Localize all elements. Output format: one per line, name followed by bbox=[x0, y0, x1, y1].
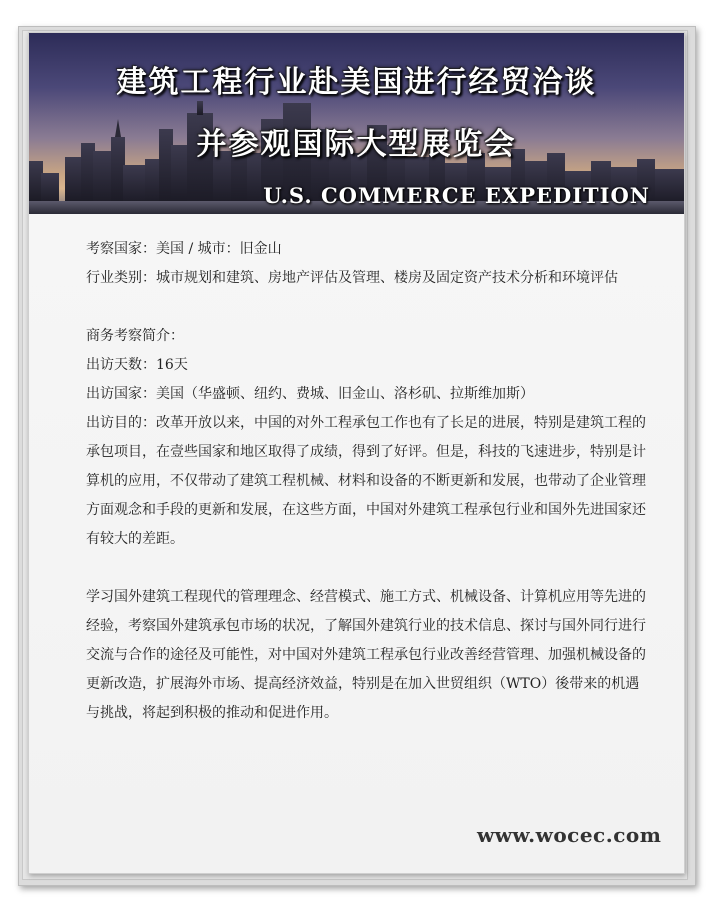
paragraph-gap bbox=[86, 554, 646, 583]
city-skyline-banner bbox=[29, 33, 684, 214]
document-sheet bbox=[28, 32, 685, 874]
visit-days-line: 出访天数：16天 bbox=[86, 357, 188, 373]
goals-paragraph: 学习国外建筑工程现代的管理理念、经营模式、施工方式、机械设备、计算机应用等先进的经验，考察国外建筑承包市场的状况，了解国外建筑行业的技术信息、探讨与国外同行进行交流与合作的途径及可能性，对中国对外建筑工程承包行业改善经营管理、加强机械设备的更新改造，扩展海外市场、提高经济效益，特别是在加入世贸组织（WTO）後带来的机遇与挑战，将起到积极的推动和促进作用。 bbox=[86, 589, 646, 721]
country-city-line: 考察国家：美国 / 城市：旧金山 bbox=[86, 241, 282, 257]
visit-countries-line: 出访国家：美国（华盛顿、纽约、费城、旧金山、洛杉矶、拉斯维加斯） bbox=[86, 386, 534, 402]
visit-purpose-paragraph: 出访目的：改革开放以来，中国的对外工程承包工作也有了长足的进展，特别是建筑工程的承包项目，在壹些国家和地区取得了成绩，得到了好评。但是，科技的飞速进步，特别是计算机的应用，不仅带动了建筑工程机械、材料和设备的不断更新和发展，也带动了企业管理方面观念和手段的更新和发展，在这些方面，中国对外建筑工程承包行业和国外先进国家还有较大的差距。 bbox=[86, 415, 646, 547]
document-body bbox=[86, 235, 646, 728]
website-url: www.wocec.com bbox=[477, 823, 662, 847]
banner-subtitle: U.S. COMMERCE EXPEDITION bbox=[263, 183, 650, 208]
paragraph-gap bbox=[86, 293, 646, 322]
intro-heading: 商务考察简介： bbox=[86, 328, 184, 344]
industry-line: 行业类别：城市规划和建筑、房地产评估及管理、楼房及固定资产技术分析和环境评估 bbox=[86, 270, 618, 286]
banner-title-line-2: 并参观国际大型展览会 bbox=[196, 127, 517, 162]
banner-title-line-1: 建筑工程行业赴美国进行经贸洽谈 bbox=[116, 65, 597, 100]
